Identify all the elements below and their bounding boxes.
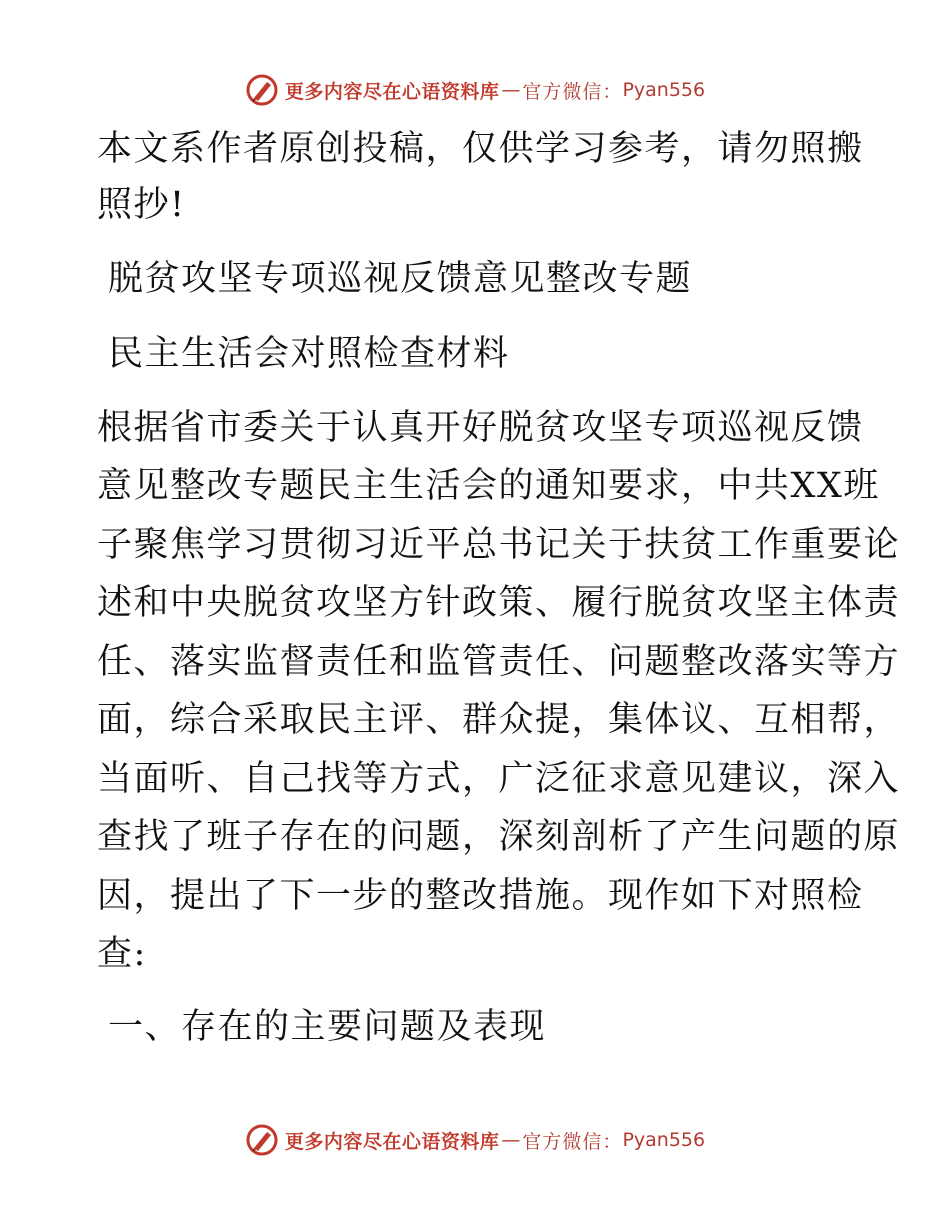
body-line-6: 面，综合采取民主评、群众提，集体议、互相帮， xyxy=(97,700,901,740)
watermark-text: 更多内容尽在心语资料库 xyxy=(284,80,500,103)
pen-logo-icon xyxy=(245,1123,279,1157)
notice-line-2: 照抄! xyxy=(97,185,186,225)
watermark-dash: — xyxy=(501,79,521,101)
notice-line-1: 本文系作者原创投稿，仅供学习参考，请勿照搬 xyxy=(97,129,864,169)
watermark-text: 更多内容尽在心语资料库 xyxy=(284,1130,500,1153)
body-line-2: 意见整改专题民主生活会的通知要求，中共XX班 xyxy=(97,466,880,506)
pen-logo-icon xyxy=(245,73,279,107)
body-line-1: 根据省市委关于认真开好脱贫攻坚专项巡视反馈 xyxy=(97,408,864,448)
watermark-banner-top xyxy=(0,70,950,110)
body-line-7: 当面听、自己找等方式，广泛征求意见建议，深入 xyxy=(97,759,901,799)
body-line-4: 述和中央脱贫攻坚方针政策、履行脱贫攻坚主体责 xyxy=(97,583,901,623)
document-title-line-1: 脱贫攻坚专项巡视反馈意见整改专题 xyxy=(108,259,693,299)
body-line-8: 查找了班子存在的问题，深刻剖析了产生问题的原 xyxy=(97,817,901,857)
watermark-dash: — xyxy=(501,1129,521,1151)
watermark-banner-bottom xyxy=(0,1120,950,1160)
watermark-wechat-id: Pyan556 xyxy=(622,1129,706,1151)
watermark-wechat-label: 官方微信： xyxy=(522,1130,623,1153)
body-line-9: 因，提出了下一步的整改措施。现作如下对照检 xyxy=(97,876,864,916)
watermark-wechat-label: 官方微信： xyxy=(522,80,623,103)
body-line-10: 查: xyxy=(97,934,147,974)
body-line-3: 子聚焦学习贯彻习近平总书记关于扶贫工作重要论 xyxy=(97,525,901,565)
body-line-5: 任、落实监督责任和监管责任、问题整改落实等方 xyxy=(97,642,901,682)
watermark-wechat-id: Pyan556 xyxy=(622,79,706,101)
document-title-line-2: 民主生活会对照检查材料 xyxy=(108,334,510,374)
section-heading-1: 一、存在的主要问题及表现 xyxy=(108,1007,547,1047)
